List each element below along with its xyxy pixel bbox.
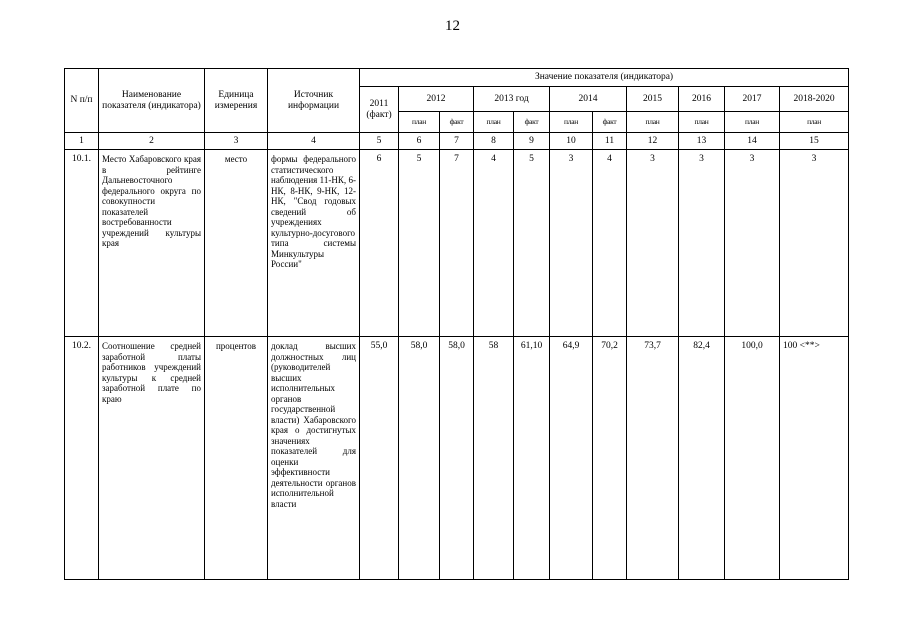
header-plan: план: [780, 112, 849, 133]
header-plan: план: [679, 112, 725, 133]
header-year-2014: 2014: [550, 87, 627, 112]
header-fact: факт: [593, 112, 627, 133]
value-cell: 58,0: [399, 337, 440, 580]
indicator-source: доклад высших должностных лиц (руководителей высших исполнительных органов государственной власти) Хабаровского края о достигнутых значениях показателей для оценки эффективности деятельности органов исполнительной власти: [268, 337, 360, 580]
header-plan: план: [627, 112, 679, 133]
header-num: N п/п: [65, 69, 99, 133]
value-cell: 5: [399, 150, 440, 337]
index-cell: 12: [627, 133, 679, 150]
header-source: Источник информации: [268, 69, 360, 133]
index-cell: 14: [725, 133, 780, 150]
value-cell: 3: [780, 150, 849, 337]
index-cell: 13: [679, 133, 725, 150]
header-year-2011: 2011 (факт): [360, 87, 399, 133]
header-plan: план: [474, 112, 514, 133]
value-cell: 3: [627, 150, 679, 337]
value-cell: 70,2: [593, 337, 627, 580]
page-number: 12: [445, 18, 460, 34]
value-cell: 4: [474, 150, 514, 337]
index-cell: 6: [399, 133, 440, 150]
indicator-table: [64, 68, 849, 580]
header-year-2016: 2016: [679, 87, 725, 112]
indicator-name: Соотношение средней заработной платы работников учреждений культуры к средней заработной плате по краю: [99, 337, 205, 580]
indicator-unit: процентов: [205, 337, 268, 580]
row-number: 10.1.: [65, 150, 99, 337]
header-fact: факт: [514, 112, 550, 133]
row-number: 10.2.: [65, 337, 99, 580]
indicator-name: Место Хабаровского края в рейтинге Дальневосточного федерального округа по совокупности показателей востребованности учреждений культуры края: [99, 150, 205, 337]
header-unit: Единица измерения: [205, 69, 268, 133]
value-cell: 7: [440, 150, 474, 337]
value-cell: 3: [679, 150, 725, 337]
index-cell: 9: [514, 133, 550, 150]
header-year-2017: 2017: [725, 87, 780, 112]
value-cell: 3: [725, 150, 780, 337]
header-name: Наименование показателя (индикатора): [99, 69, 205, 133]
index-cell: 7: [440, 133, 474, 150]
header-year-2018-2020: 2018-2020: [780, 87, 849, 112]
value-cell: 73,7: [627, 337, 679, 580]
header-year-2012: 2012: [399, 87, 474, 112]
index-cell: 10: [550, 133, 593, 150]
value-cell: 100,0: [725, 337, 780, 580]
value-cell: 5: [514, 150, 550, 337]
header-values: Значение показателя (индикатора): [360, 69, 849, 87]
index-cell: 4: [268, 133, 360, 150]
value-cell: 64,9: [550, 337, 593, 580]
header-year-2015: 2015: [627, 87, 679, 112]
value-cell: 6: [360, 150, 399, 337]
header-plan: план: [399, 112, 440, 133]
index-cell: 8: [474, 133, 514, 150]
index-row: [65, 133, 849, 150]
value-cell: 4: [593, 150, 627, 337]
indicator-unit: место: [205, 150, 268, 337]
index-cell: 3: [205, 133, 268, 150]
index-cell: 11: [593, 133, 627, 150]
value-cell: 58: [474, 337, 514, 580]
header-year-2013: 2013 год: [474, 87, 550, 112]
table-row: [65, 337, 849, 580]
value-cell: 3: [550, 150, 593, 337]
value-cell: 61,10: [514, 337, 550, 580]
indicator-source: формы федерального статистического наблюдения 11-НК, 6-НК, 8-НК, 9-НК, 12-НК, "Свод годовых сведений об учреждениях культурно-досугового типа системы Минкультуры России": [268, 150, 360, 337]
value-cell: 100 <**>: [780, 337, 849, 580]
index-cell: 2: [99, 133, 205, 150]
header-fact: факт: [440, 112, 474, 133]
header-plan: план: [550, 112, 593, 133]
index-cell: 15: [780, 133, 849, 150]
header-plan: план: [725, 112, 780, 133]
value-cell: 58,0: [440, 337, 474, 580]
table-row: [65, 150, 849, 337]
value-cell: 82,4: [679, 337, 725, 580]
index-cell: 1: [65, 133, 99, 150]
index-cell: 5: [360, 133, 399, 150]
value-cell: 55,0: [360, 337, 399, 580]
